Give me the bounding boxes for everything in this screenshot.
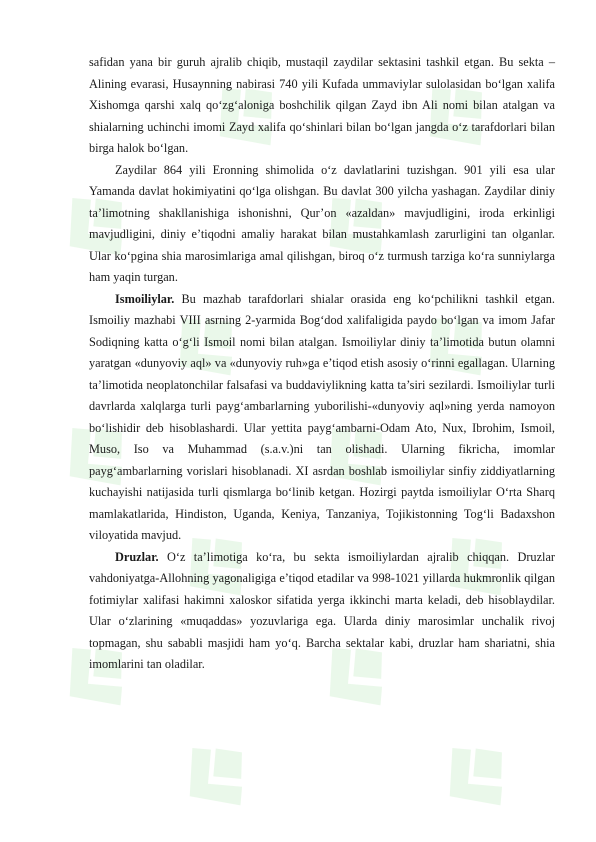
paragraph-2 — [89, 160, 555, 289]
watermark-logo-icon — [420, 720, 530, 830]
paragraph-3-text: Bu mazhab tarafdorlari shialar orasida eng ko‘pchilikni tashkil etgan. Ismoiliy mazhabi VIII asrning 2-yarmida Bog‘dod xalifaligida paydo bo‘lgan va imom Jafar Sodiqning katta o‘g‘li Ismoil nomi bilan atalgan. Ismoiliylar diniy ta’limotida butun olamni yaratgan «dunyoviy aql» va «dunyoviy ruh»ga e’tiqod etish asosiy o‘rinni egallagan. Ularning ta’limotida neoplatonchilar falsafasi va buddaviylikning katta ta’siri sezilardi. Ismoiliylar turli davrlarda xalqlarga turli payg‘ambarlarning yuborilishi-«dunyoviy aql»ning yerda namoyon bo‘lishidir deb hisoblashardi. Ular yettita payg‘ambarni-Odam Ato, Nux, Ibrohim, Ismoil, Muso, Iso va Muhammad (s.a.v.)ni tan olishadi. Ularning fikricha, imomlar payg‘ambarlarning vorislari hisoblanadi. XI asrdan boshlab ismoiliylar sinfiy ziddiyatlarning kuchayishi natijasida turli qismlarga bo‘linib ketgan. Hozirgi paytda ismoiliylar O‘rta Sharq mamlakatlarida, Hindiston, Uganda, Keniya, Tanzaniya, Tojikistonning Tog‘li Badaxshon viloyatida mavjud. — [89, 291, 555, 542]
paragraph-2-text: Zaydilar 864 yili Eronning shimolida o‘z davlatlarini tuzishgan. 901 yili esa ular Yamanda davlat hokimiyatini qo‘lga olishgan. Bu davlat 300 yilcha yashagan. Zaydilar diniy ta’limotning shakllanishiga ishonishni, Qur’on «azaldan» mavjudligini, iroda erkinligi mavjudligini, diniy e’tiqodni amaliy harakat bilan mustahkamlash zarurligini tan olganlar. Ular ko‘pgina shia marosimlariga amal qilishgan, biroq o‘z turmush tarziga ko‘ra sunniylarga ham yaqin turgan. — [89, 162, 555, 284]
paragraph-4-text: O‘z ta’limotiga ko‘ra, bu sekta ismoiliylardan ajralib chiqqan. Druzlar vahdoniyatga-Allohning yagonaligiga e’tiqod etadilar va 998-1021 yillarda hukmronlik qilgan fotimiylar xalifasi hakimni xaloskor sifatida yerga ikkinchi marta keladi, deb hisoblaydilar. Ular o‘zlarining «muqaddas» yozuvlariga ega. Ularda diniy marosimlar unchalik rivoj topmagan, shu sababli masjidi ham yo‘q. Barcha sektalar kabi, druzlar ham shariatni, shia imomlarini tan oladilar. — [89, 549, 555, 671]
document-body[interactable] — [89, 52, 555, 676]
paragraph-1-text: safidan yana bir guruh ajralib chiqib, mustaqil zaydilar sektasini tashkil etgan. Bu sekta – Alining evarasi, Husaynning nabirasi 740 yili Kufada ummaviylar sulolasidan bo‘lgan xalifa Xishomga qarshi xalq qo‘zg‘aloniga boshchilik qilgan Zayd ibn Ali nomi bilan atalgan va shialarning uchinchi imomi Zayd xalifa qo‘shinlari bilan bo‘lgan jangda o‘z tarafdorlari bilan birga halok bo‘lgan. — [89, 55, 555, 155]
paragraph-1 — [89, 52, 555, 160]
paragraph-4 — [89, 547, 555, 676]
paragraph-3-heading: Ismoiliylar. — [115, 291, 175, 306]
paragraph-4-heading: Druzlar. — [115, 549, 159, 564]
paragraph-3 — [89, 289, 555, 547]
watermark-logo-icon — [160, 720, 270, 830]
